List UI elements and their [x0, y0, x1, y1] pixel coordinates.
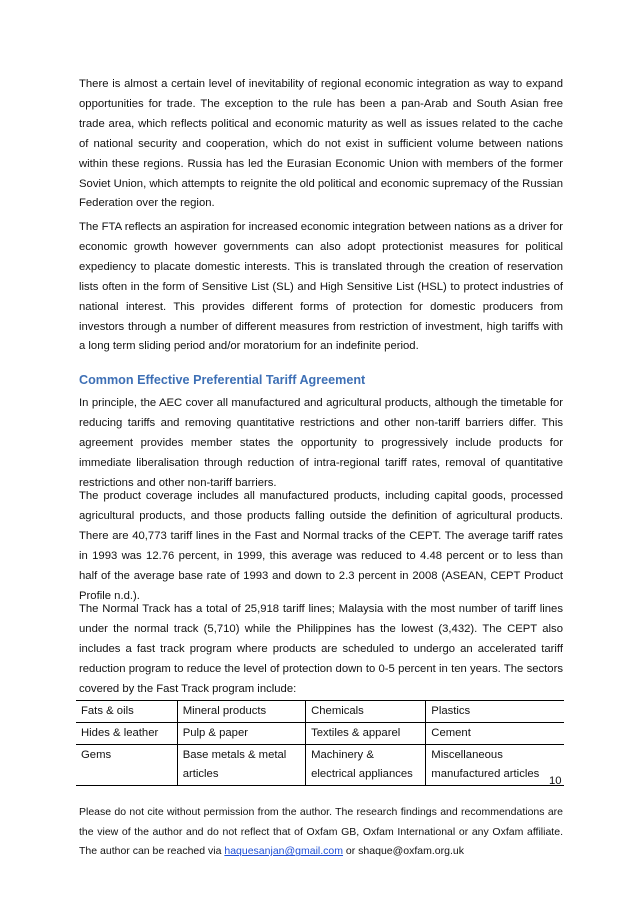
footer-disclaimer [79, 803, 563, 862]
table-cell: Plastics [426, 701, 564, 723]
paragraph-aec-coverage: In principle, the AEC cover all manufactured and agricultural products, although the timetable for reducing tariffs and removing quantitative restrictions and other non-tariff barriers differ. This agreement provides member states the opportunity to progressively include products for immediate liberalisation through reduction of intra-regional tariff rates, removal of quantitative restrictions and other non-tariff barriers. [79, 397, 563, 489]
table-row [76, 723, 564, 745]
table-cell: Base metals & metal articles [177, 745, 305, 786]
paragraph-product-coverage: The product coverage includes all manufactured products, including capital goods, processed agricultural products, and those products falling outside the definition of agricultural products. There are 40,773 tariff lines in the Fast and Normal tracks of the CEPT. The average tariff rates in 1993 was 12.76 percent, in 1999, this average was reduced to 4.48 percent or to less than half of the average base rate of 1993 and down to 2.3 percent in 2008 (ASEAN, CEPT Product Profile n.d.). [79, 490, 563, 602]
paragraph-regional-integration: There is almost a certain level of inevitability of regional economic integration as way to expand opportunities for trade. The exception to the rule has been a pan-Arab and South Asian free trade area, which reflects political and economic maturity as well as issues related to the cache of national security and cooperation, which do not exist in sufficient volume between nations within these regions. Russia has led the Eurasian Economic Union with members of the former Soviet Union, which attempts to reignite the old political and economic supremacy of the Russian Federation over the region. [79, 78, 563, 210]
table-row [76, 745, 564, 786]
page-number: 10 [549, 775, 562, 787]
fast-track-sectors-table [76, 700, 564, 786]
table-cell: Fats & oils [76, 701, 177, 723]
table-cell: Miscellaneous manufactured articles [426, 745, 564, 786]
paragraph-fta-aspiration: The FTA reflects an aspiration for increased economic integration between nations as a driver for economic growth however governments can also adopt protectionist measures for political expediency to placate domestic interests. This is translated through the creation of reservation lists often in the form of Sensitive List (SL) and High Sensitive List (HSL) to protect industries of national interest. This provides different forms of protection for domestic producers from investors through a number of different measures from restriction of investment, high tariffs with a long term sliding period and/or moratorium for an indefinite period. [79, 221, 563, 353]
footer-text: Please do not cite without permission from the author. The research findings and recommendations are the view of the author and do not reflect that of Oxfam GB, Oxfam International or any Oxfam affiliate. The author can be reached via [79, 806, 563, 858]
table-cell: Chemicals [306, 701, 426, 723]
table-cell: Pulp & paper [177, 723, 305, 745]
table-cell: Gems [76, 745, 177, 786]
author-email-link[interactable]: haquesanjan@gmail.com [224, 845, 344, 858]
section-heading-cept: Common Effective Preferential Tariff Agreement [79, 373, 366, 387]
table-cell: Machinery & electrical appliances [306, 745, 426, 786]
paragraph-normal-track: The Normal Track has a total of 25,918 tariff lines; Malaysia with the most number of tariff lines under the normal track (5,710) while the Philippines has the lowest (3,432). The CEPT also includes a fast track program where products are scheduled to undergo an accelerated tariff reduction program to reduce the level of protection down to 0-5 percent in ten years. The sectors covered by the Fast Track program include: [79, 603, 563, 695]
table-row [76, 701, 564, 723]
footer-text-alt-email: or shaque@oxfam.org.uk [343, 845, 464, 858]
table-cell: Mineral products [177, 701, 305, 723]
table-cell: Cement [426, 723, 564, 745]
table-cell: Hides & leather [76, 723, 177, 745]
table-cell: Textiles & apparel [306, 723, 426, 745]
